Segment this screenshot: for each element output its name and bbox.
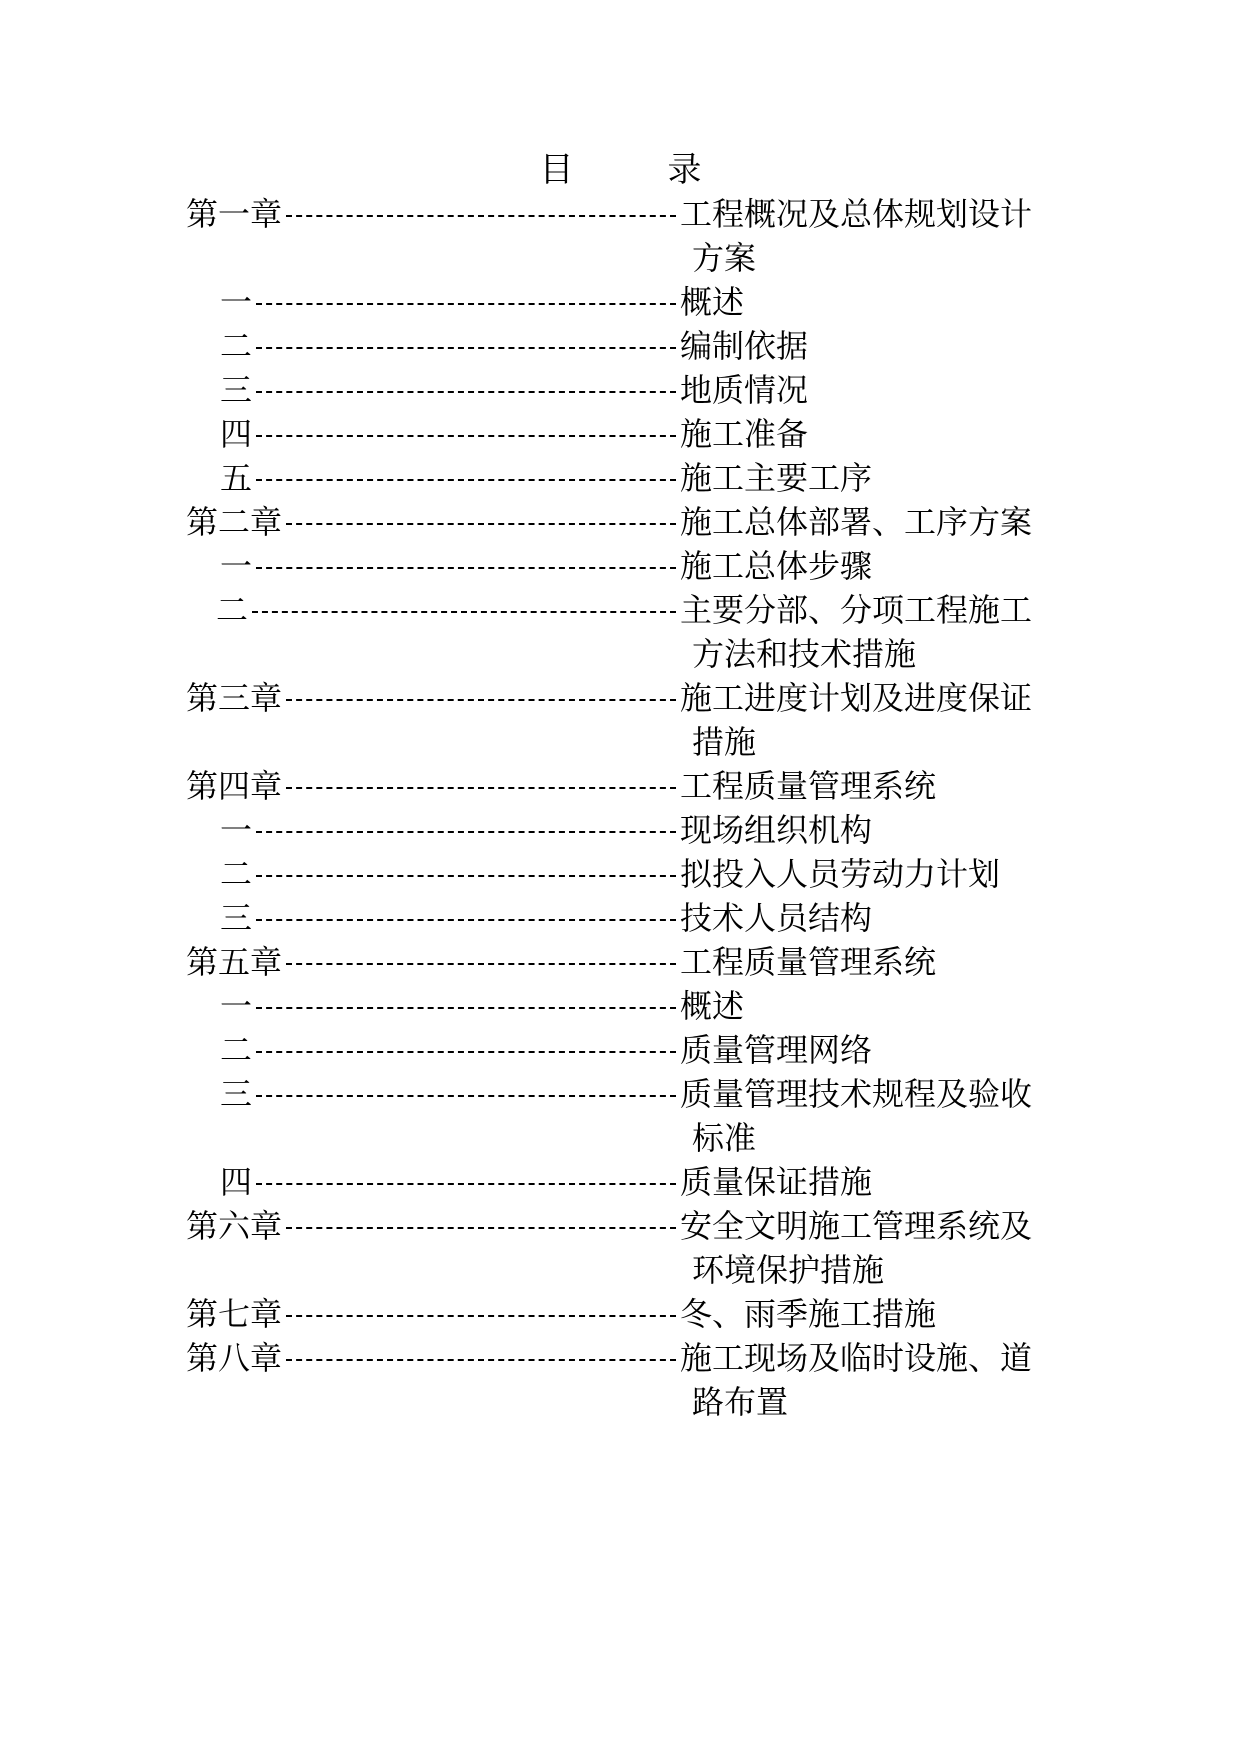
toc-entry-label: 二 [220, 327, 253, 365]
toc-list [186, 192, 1066, 1424]
toc-entry-label: 二 [220, 855, 253, 893]
toc-entry-text-line: 概述 [680, 987, 745, 1025]
toc-entry-text-line: 施工现场及临时设施、道 [680, 1339, 1033, 1377]
toc-entry-text [680, 544, 1072, 588]
toc-entry-text-line: 地质情况 [680, 371, 809, 409]
toc-entry-text-line: 编制依据 [680, 327, 809, 365]
toc-entry-text [680, 852, 1072, 896]
toc-leader-line [256, 347, 676, 349]
toc-entry-label: 一 [220, 547, 253, 585]
toc-entry-label: 三 [220, 371, 253, 409]
toc-leader-line [286, 963, 676, 965]
toc-entry-text-continuation: 路布置 [692, 1383, 789, 1421]
toc-entry-label: 四 [220, 415, 253, 453]
toc-leader-line [256, 831, 676, 833]
toc-entry [186, 1292, 1066, 1336]
toc-entry-label: 第三章 [186, 679, 283, 717]
toc-leader-line [256, 435, 676, 437]
toc-leader-line [286, 1359, 676, 1361]
toc-entry-label: 二 [220, 1031, 253, 1069]
toc-entry-text [680, 1336, 1072, 1424]
toc-entry-label: 第二章 [186, 503, 283, 541]
toc-entry [186, 280, 1066, 324]
toc-entry-text [680, 940, 1072, 984]
toc-entry [186, 588, 1066, 676]
toc-entry-text [680, 984, 1072, 1028]
toc-entry [186, 368, 1066, 412]
toc-entry-text-line: 质量管理技术规程及验收 [680, 1075, 1033, 1113]
toc-entry-text-line: 技术人员结构 [680, 899, 873, 937]
toc-entry-label: 第六章 [186, 1207, 283, 1245]
toc-entry [186, 984, 1066, 1028]
toc-leader-line [286, 787, 676, 789]
toc-entry-text-line: 拟投入人员劳动力计划 [680, 855, 1001, 893]
toc-entry [186, 456, 1066, 500]
toc-entry-text-continuation: 标准 [692, 1119, 757, 1157]
toc-entry [186, 808, 1066, 852]
toc-entry-label: 第七章 [186, 1295, 283, 1333]
toc-entry [186, 544, 1066, 588]
toc-leader-line [256, 391, 676, 393]
toc-entry [186, 676, 1066, 764]
toc-entry-label: 一 [220, 987, 253, 1025]
toc-entry [186, 852, 1066, 896]
toc-entry [186, 1072, 1066, 1160]
toc-entry-text-line: 工程概况及总体规划设计 [680, 195, 1033, 233]
toc-entry-text-continuation: 方法和技术措施 [692, 635, 917, 673]
toc-entry-text-line: 施工主要工序 [680, 459, 873, 497]
toc-leader-line [256, 567, 676, 569]
toc-entry-text [680, 412, 1072, 456]
toc-entry [186, 500, 1066, 544]
toc-entry-text [680, 588, 1072, 676]
toc-entry-text-continuation: 环境保护措施 [692, 1251, 885, 1289]
toc-entry-label: 三 [220, 1075, 253, 1113]
toc-entry-label: 一 [220, 811, 253, 849]
toc-entry-text-line: 施工准备 [680, 415, 809, 453]
toc-leader-line [256, 919, 676, 921]
toc-entry-text-line: 主要分部、分项工程施工 [680, 591, 1033, 629]
toc-entry [186, 940, 1066, 984]
toc-entry-text [680, 1072, 1072, 1160]
toc-entry [186, 1028, 1066, 1072]
toc-leader-line [252, 611, 676, 613]
toc-entry-text-line: 工程质量管理系统 [680, 943, 937, 981]
toc-entry-label: 三 [220, 899, 253, 937]
toc-leader-line [286, 1227, 676, 1229]
toc-entry-label: 一 [220, 283, 253, 321]
toc-entry-text-line: 冬、雨季施工措施 [680, 1295, 937, 1333]
toc-entry-text-line: 安全文明施工管理系统及 [680, 1207, 1033, 1245]
toc-entry [186, 324, 1066, 368]
toc-entry [186, 1336, 1066, 1424]
toc-entry-text-line: 施工总体步骤 [680, 547, 873, 585]
toc-leader-line [256, 303, 676, 305]
toc-entry [186, 896, 1066, 940]
toc-entry-text-line: 质量管理网络 [680, 1031, 873, 1069]
toc-entry-label: 第一章 [186, 195, 283, 233]
toc-entry-text [680, 1204, 1072, 1292]
toc-entry-text [680, 1028, 1072, 1072]
toc-entry-text-line: 现场组织机构 [680, 811, 873, 849]
toc-entry [186, 1160, 1066, 1204]
toc-entry-text-continuation: 方案 [692, 239, 757, 277]
toc-entry-label: 第四章 [186, 767, 283, 805]
toc-entry-text [680, 896, 1072, 940]
toc-entry-text [680, 192, 1072, 280]
toc-leader-line [256, 875, 676, 877]
toc-entry-label: 第八章 [186, 1339, 283, 1377]
toc-entry-label: 五 [220, 459, 253, 497]
toc-leader-line [256, 1183, 676, 1185]
toc-entry-text-line: 质量保证措施 [680, 1163, 873, 1201]
toc-entry [186, 412, 1066, 456]
toc-entry-text [680, 808, 1072, 852]
toc-title: 目 录 [539, 150, 732, 190]
toc-entry-text [680, 456, 1072, 500]
toc-entry-text [680, 1160, 1072, 1204]
toc-leader-line [286, 1315, 676, 1317]
toc-leader-line [286, 699, 676, 701]
toc-entry-text [680, 368, 1072, 412]
toc-entry-text [680, 676, 1072, 764]
toc-entry-label: 第五章 [186, 943, 283, 981]
toc-entry-text-continuation: 措施 [692, 723, 757, 761]
toc-entry-text [680, 280, 1072, 324]
toc-leader-line [256, 1095, 676, 1097]
toc-entry-label: 四 [220, 1163, 253, 1201]
toc-entry-text-line: 工程质量管理系统 [680, 767, 937, 805]
toc-leader-line [286, 215, 676, 217]
toc-entry [186, 764, 1066, 808]
toc-entry-text [680, 1292, 1072, 1336]
toc-entry-text [680, 324, 1072, 368]
toc-entry-text-line: 施工进度计划及进度保证 [680, 679, 1033, 717]
toc-entry-text-line: 施工总体部署、工序方案 [680, 503, 1033, 541]
toc-entry [186, 192, 1066, 280]
toc-entry-label: 二 [216, 591, 249, 629]
toc-entry-text-line: 概述 [680, 283, 745, 321]
toc-leader-line [286, 523, 676, 525]
toc-leader-line [256, 479, 676, 481]
toc-entry [186, 1204, 1066, 1292]
toc-leader-line [256, 1051, 676, 1053]
toc-entry-text [680, 764, 1072, 808]
toc-leader-line [256, 1007, 676, 1009]
toc-entry-text [680, 500, 1072, 544]
